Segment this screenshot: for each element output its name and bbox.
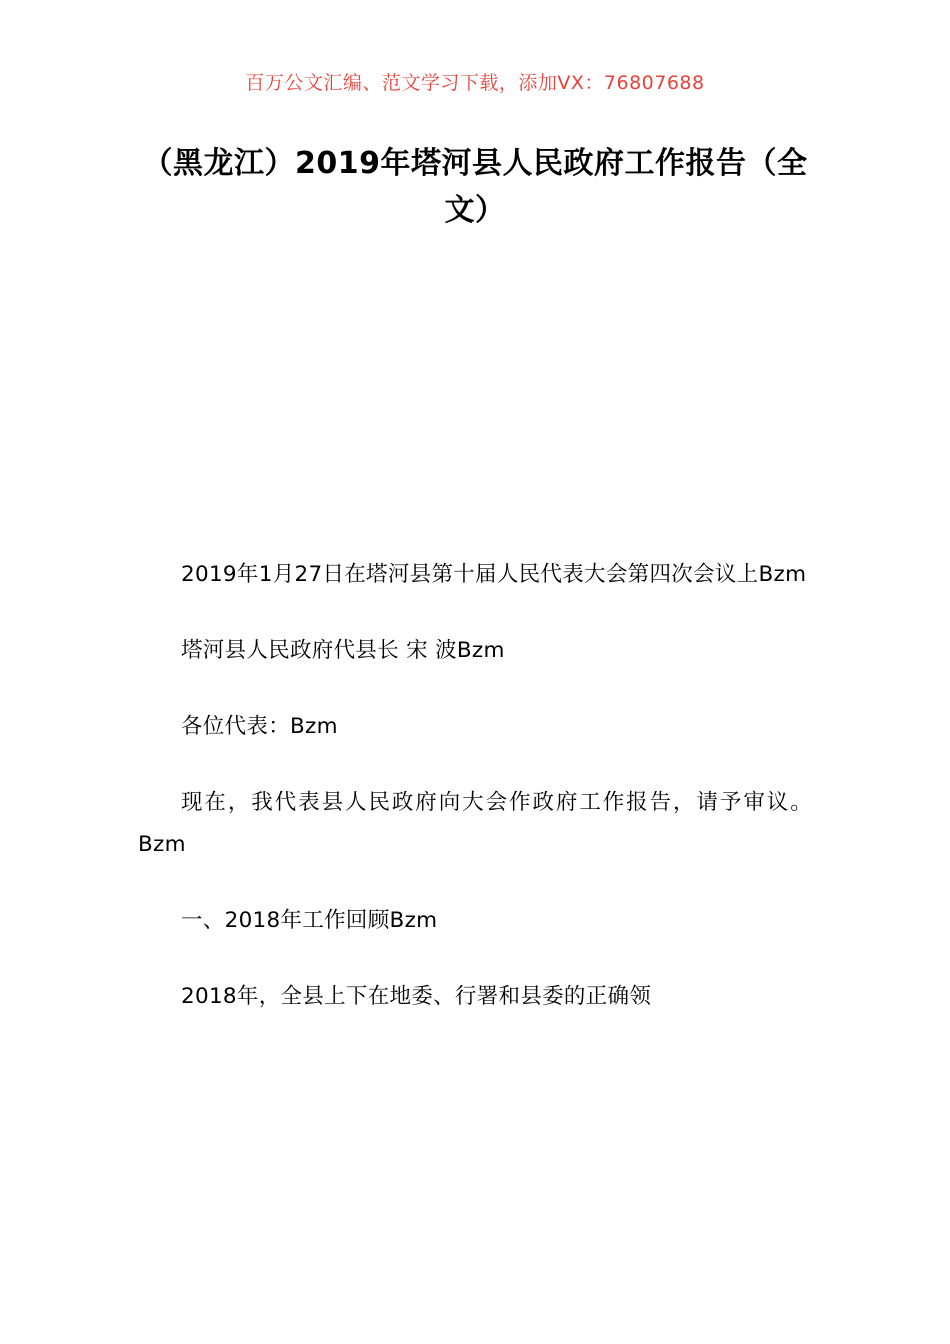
paragraph-meeting-info: 2019年1月27日在塔河县第十届人民代表大会第四次会议上Bzm	[181, 562, 807, 588]
paragraph-body-start: 2018年，全县上下在地委、行署和县委的正确领	[181, 983, 652, 1009]
paragraph-introduction: 现在，我代表县人民政府向大会作政府工作报告，请予审议。Bzm	[138, 789, 812, 857]
page-title: （黑龙江）2019年塔河县人民政府工作报告（全文）	[142, 146, 808, 228]
paragraph-salutation: 各位代表：Bzm	[181, 713, 338, 739]
paragraph-section-heading-one: 一、2018年工作回顾Bzm	[181, 907, 438, 933]
watermark-text: 百万公文汇编、范文学习下载，添加VX：76807688	[245, 72, 705, 94]
paragraph-speaker: 塔河县人民政府代县长 宋 波Bzm	[181, 638, 505, 664]
title-body-spacer	[138, 254, 812, 554]
